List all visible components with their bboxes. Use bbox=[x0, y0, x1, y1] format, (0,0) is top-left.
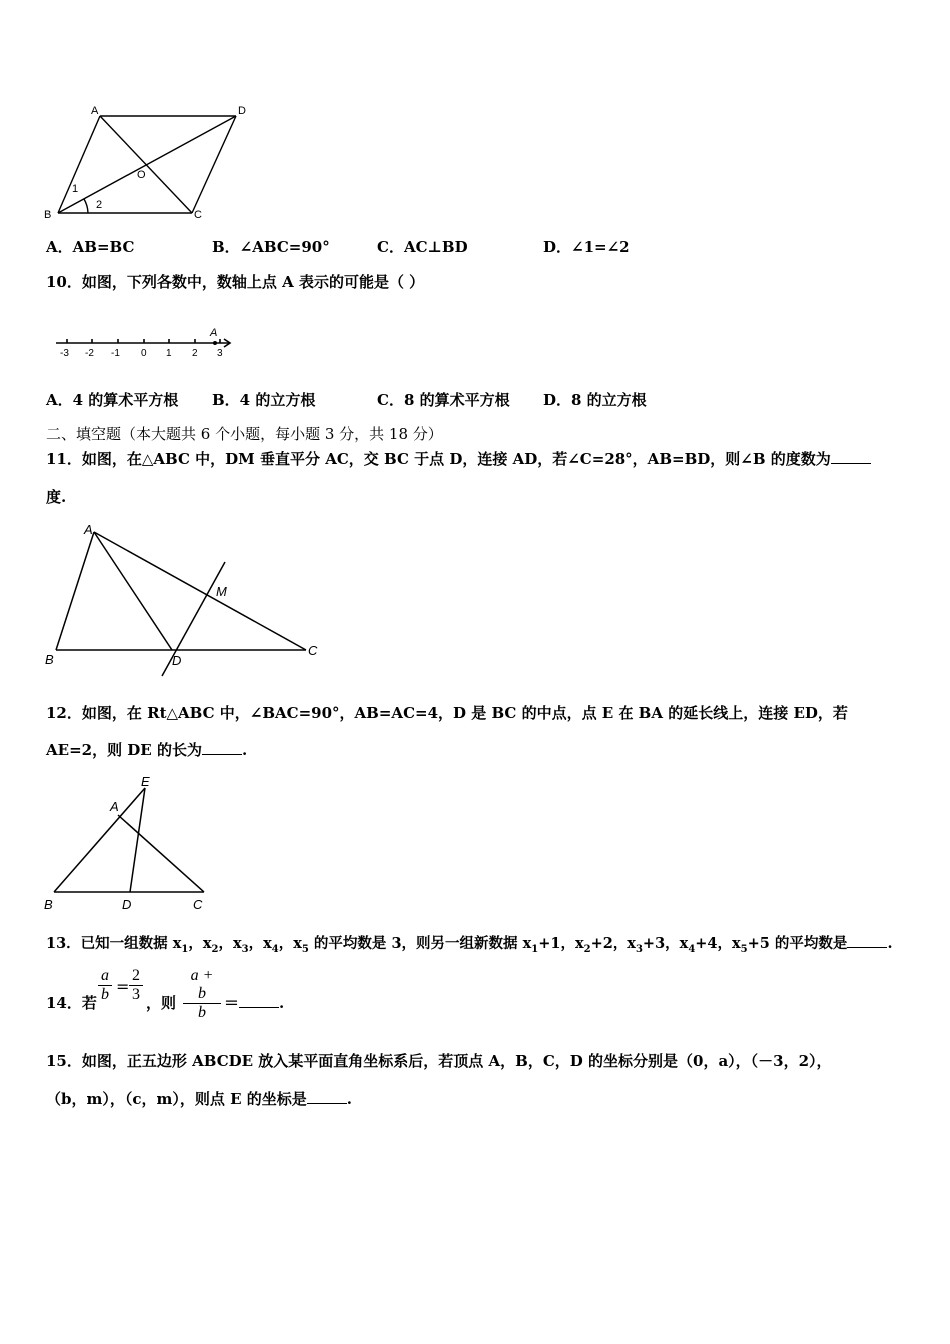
tick-label: -3 bbox=[60, 348, 69, 359]
subscript: 1 bbox=[531, 943, 539, 955]
q14-tail bbox=[224, 992, 284, 1013]
subscript: 1 bbox=[181, 943, 189, 955]
tick-label: -1 bbox=[111, 348, 120, 359]
q13-part: ，x bbox=[218, 935, 242, 952]
label-C: C bbox=[193, 897, 203, 912]
q9-option-b: B．∠ABC=90° bbox=[212, 238, 330, 256]
label-B: B bbox=[44, 897, 53, 912]
answer-blank bbox=[307, 1089, 347, 1104]
fraction-denominator: b bbox=[198, 1004, 206, 1021]
label-M: M bbox=[216, 584, 227, 599]
fraction-2-over-3 bbox=[129, 967, 143, 1004]
subscript: 5 bbox=[301, 943, 309, 955]
q15-line2-text: （b，m），（c，m），则点 E 的坐标是 bbox=[46, 1090, 307, 1108]
q13-part: +5 的平均数是 bbox=[747, 935, 848, 952]
q13-suffix: . bbox=[887, 935, 893, 952]
equals-sign: ＝ bbox=[224, 994, 240, 1012]
fraction-a-plus-b-over-b bbox=[183, 967, 221, 1022]
point-a-dot bbox=[213, 341, 217, 345]
fraction-denominator: 3 bbox=[132, 986, 140, 1003]
fraction-numerator: a + b bbox=[183, 967, 221, 1004]
q13-part: 的平均数是 3，则另一组新数据 x bbox=[308, 935, 532, 952]
fraction-numerator: a bbox=[98, 967, 112, 986]
label-B: B bbox=[44, 209, 52, 221]
fraction-numerator: 2 bbox=[129, 967, 143, 986]
label-C: C bbox=[308, 643, 318, 658]
label-A: A bbox=[84, 522, 93, 537]
subscript: 3 bbox=[635, 943, 643, 955]
q13-part: +4，x bbox=[695, 935, 741, 952]
q10-option-a: A．4 的算术平方根 bbox=[46, 391, 179, 409]
q13-part: ，x bbox=[188, 935, 212, 952]
q15-line2-end: . bbox=[346, 1090, 352, 1108]
subscript: 3 bbox=[241, 943, 249, 955]
q12-line2-end: . bbox=[241, 741, 248, 759]
answer-blank bbox=[847, 933, 887, 948]
subscript: 5 bbox=[740, 943, 748, 955]
tick-label: 0 bbox=[141, 348, 147, 359]
q11-text bbox=[46, 448, 871, 469]
subscript: 4 bbox=[271, 943, 279, 955]
q15-text-line2 bbox=[46, 1088, 352, 1109]
q11-line1: 11．如图，在△ABC 中，DM 垂直平分 AC，交 BC 于点 D，连接 AD，若∠C=28°，AB=BD，则∠B 的度数为 bbox=[46, 450, 831, 468]
q9-option-a: A．AB=BC bbox=[46, 238, 135, 256]
answer-blank bbox=[202, 740, 242, 755]
q9-option-d: D．∠1=∠2 bbox=[543, 238, 630, 256]
q13-text bbox=[46, 932, 893, 955]
point-a-label: A bbox=[210, 327, 218, 339]
section-title: 二、填空题（本大题共 6 个小题，每小题 3 分，共 18 分） bbox=[46, 425, 443, 443]
q9-option-c: C．AC⊥BD bbox=[377, 238, 468, 256]
label-D: D bbox=[238, 105, 246, 117]
label-A: A bbox=[110, 799, 119, 814]
q10-option-b: B．4 的立方根 bbox=[212, 391, 316, 409]
right-triangle-figure bbox=[40, 770, 220, 915]
q13-part: ，x bbox=[278, 935, 302, 952]
triangle-dm-figure bbox=[40, 520, 330, 680]
answer-blank bbox=[239, 993, 279, 1008]
fraction-denominator: b bbox=[101, 986, 109, 1003]
q14-prefix: 14．若 bbox=[46, 994, 97, 1012]
tick-label: 2 bbox=[192, 348, 198, 359]
label-A: A bbox=[91, 105, 99, 117]
q13-part: +3，x bbox=[642, 935, 689, 952]
label-C: C bbox=[194, 209, 202, 221]
q13-part: +1，x bbox=[538, 935, 584, 952]
label-angle-1: 1 bbox=[72, 183, 79, 195]
q13-prefix: 13．已知一组数据 x bbox=[46, 935, 182, 952]
label-D: D bbox=[172, 653, 182, 668]
parallelogram-figure bbox=[36, 100, 256, 225]
fraction-a-over-b bbox=[98, 967, 112, 1004]
label-D: D bbox=[122, 897, 132, 912]
q10-option-c: C．8 的算术平方根 bbox=[377, 391, 510, 409]
label-O: O bbox=[137, 169, 146, 181]
q14-mid: ，则 bbox=[146, 994, 177, 1012]
q12-text-line2 bbox=[46, 739, 247, 760]
q14-end: . bbox=[279, 994, 285, 1012]
label-B: B bbox=[45, 652, 54, 667]
answer-blank bbox=[831, 449, 871, 464]
q12-text: 12．如图，在 Rt△ABC 中，∠BAC=90°，AB=AC=4，D 是 BC 的中点，点 E 在 BA 的延长线上，连接 ED，若 bbox=[46, 704, 848, 722]
q10-text: 10．如图，下列各数中，数轴上点 A 表示的可能是（ ） bbox=[46, 273, 425, 291]
subscript: 2 bbox=[583, 943, 591, 955]
q13-part: +2，x bbox=[590, 935, 636, 952]
q11-text-line2: 度. bbox=[46, 488, 67, 506]
tick-label: 3 bbox=[217, 348, 223, 359]
number-line-figure bbox=[52, 323, 262, 363]
subscript: 2 bbox=[211, 943, 219, 955]
tick-label: 1 bbox=[166, 348, 172, 359]
q15-text: 15．如图，正五边形 ABCDE 放入某平面直角坐标系后，若顶点 A，B，C，D 的坐标分别是（0，a），（－3，2）， bbox=[46, 1052, 832, 1070]
equals-sign: = bbox=[116, 977, 130, 996]
q10-option-d: D．8 的立方根 bbox=[543, 391, 647, 409]
subscript: 4 bbox=[688, 943, 696, 955]
q13-part: ，x bbox=[248, 935, 272, 952]
tick-label: -2 bbox=[85, 348, 94, 359]
q12-line2-text: AE=2，则 DE 的长为 bbox=[46, 741, 202, 759]
label-angle-2: 2 bbox=[96, 199, 103, 211]
label-E: E bbox=[141, 774, 150, 789]
